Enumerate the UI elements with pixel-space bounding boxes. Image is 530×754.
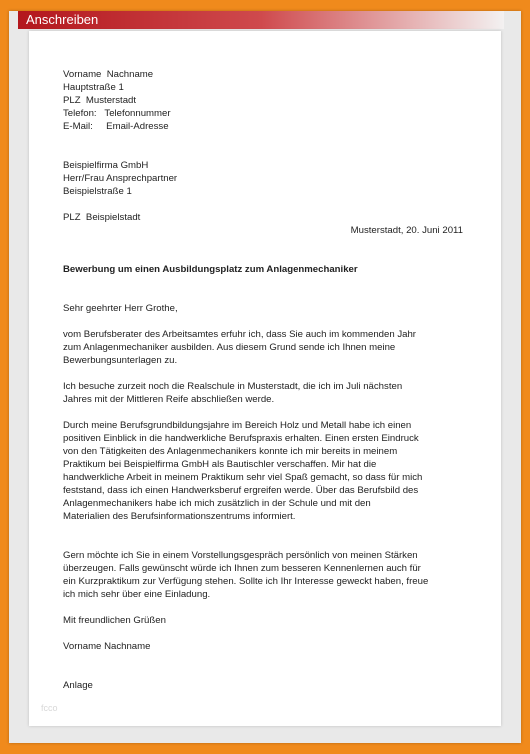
watermark: fcco	[41, 703, 58, 713]
recipient-line: Beispielstraße 1	[63, 186, 132, 197]
paragraph-line: ein Kurzpraktikum zur Verfügung stehen. Sollte ich Ihr Interesse geweckt haben, freue	[63, 576, 429, 587]
recipient-line: Herr/Frau Ansprechpartner	[63, 173, 178, 184]
sender-line: E-Mail: Email-Adresse	[63, 121, 169, 132]
closing: Mit freundlichen Grüßen	[63, 615, 166, 626]
paragraph-line: Jahres mit der Mittleren Reife abschließen werde.	[63, 394, 275, 405]
paragraph-line: Ich besuche zurzeit noch die Realschule in Musterstadt, die ich im Juli nächsten	[63, 381, 403, 392]
sender-line: PLZ Musterstadt	[63, 95, 137, 106]
recipient-city: PLZ Beispielstadt	[63, 212, 141, 223]
sender-address	[63, 68, 463, 133]
header-bar	[18, 11, 504, 29]
sender-line: Vorname Nachname	[63, 69, 154, 80]
paragraph-2	[63, 380, 463, 406]
paragraph-4	[63, 549, 463, 601]
recipient-line: Beispielfirma GmbH	[63, 160, 149, 171]
sender-line: Hauptstraße 1	[63, 82, 124, 93]
paragraph-line: Praktikum bei Beispielfirma GmbH als Bautischler verschaffen. Mir hat die	[63, 459, 377, 470]
recipient-address	[63, 159, 463, 198]
subject-line: Bewerbung um einen Ausbildungsplatz zum Anlagenmechaniker	[63, 264, 358, 275]
paragraph-line: Bewerbungsunterlagen zu.	[63, 355, 178, 366]
paragraph-line: handwerkliche Arbeit in meinem Praktikum sehr viel Spaß gemacht, so dass für mich	[63, 472, 423, 483]
enclosure: Anlage	[63, 680, 93, 691]
paragraph-line: überzeugen. Falls gewünscht würde ich Ihnen zum besseren Kennenlernen auch für	[63, 563, 421, 574]
letter-body	[63, 68, 463, 692]
sender-line: Telefon: Telefonnummer	[63, 108, 171, 119]
signature: Vorname Nachname	[63, 641, 151, 652]
salutation: Sehr geehrter Herr Grothe,	[63, 303, 178, 314]
date-line: Musterstadt, 20. Juni 2011	[350, 225, 463, 236]
header-title: Anschreiben	[26, 12, 99, 27]
paragraph-line: vom Berufsberater des Arbeitsamtes erfuhr ich, dass Sie auch im kommenden Jahr	[63, 329, 416, 340]
paragraph-line: ich mich sehr über eine Einladung.	[63, 589, 211, 600]
paragraph-line: Gern möchte ich Sie in einem Vorstellungsgespräch persönlich von meinen Stärken	[63, 550, 418, 561]
paragraph-line: positiven Einblick in die handwerkliche Berufspraxis erhalten. Einen ersten Eindruck	[63, 433, 419, 444]
paragraph-line: Anlagenmechanikers habe ich mich zusätzlich in der Schule und mit den	[63, 498, 371, 509]
paragraph-line: von den Tätigkeiten des Anlagenmechanikers konnte ich mir bereits in meinem	[63, 446, 398, 457]
paragraph-line: feststand, dass ich einen Handwerksberuf ergreifen werde. Über das Berufsbild des	[63, 485, 419, 496]
paragraph-line: Durch meine Berufsgrundbildungsjahre im Bereich Holz und Metall habe ich einen	[63, 420, 412, 431]
paragraph-3	[63, 419, 463, 523]
paragraph-1	[63, 328, 463, 367]
paragraph-line: zum Anlagenmechaniker ausbilden. Aus diesem Grund sende ich Ihnen meine	[63, 342, 396, 353]
paragraph-line: Materialien des Berufsinformationszentrums informiert.	[63, 511, 296, 522]
